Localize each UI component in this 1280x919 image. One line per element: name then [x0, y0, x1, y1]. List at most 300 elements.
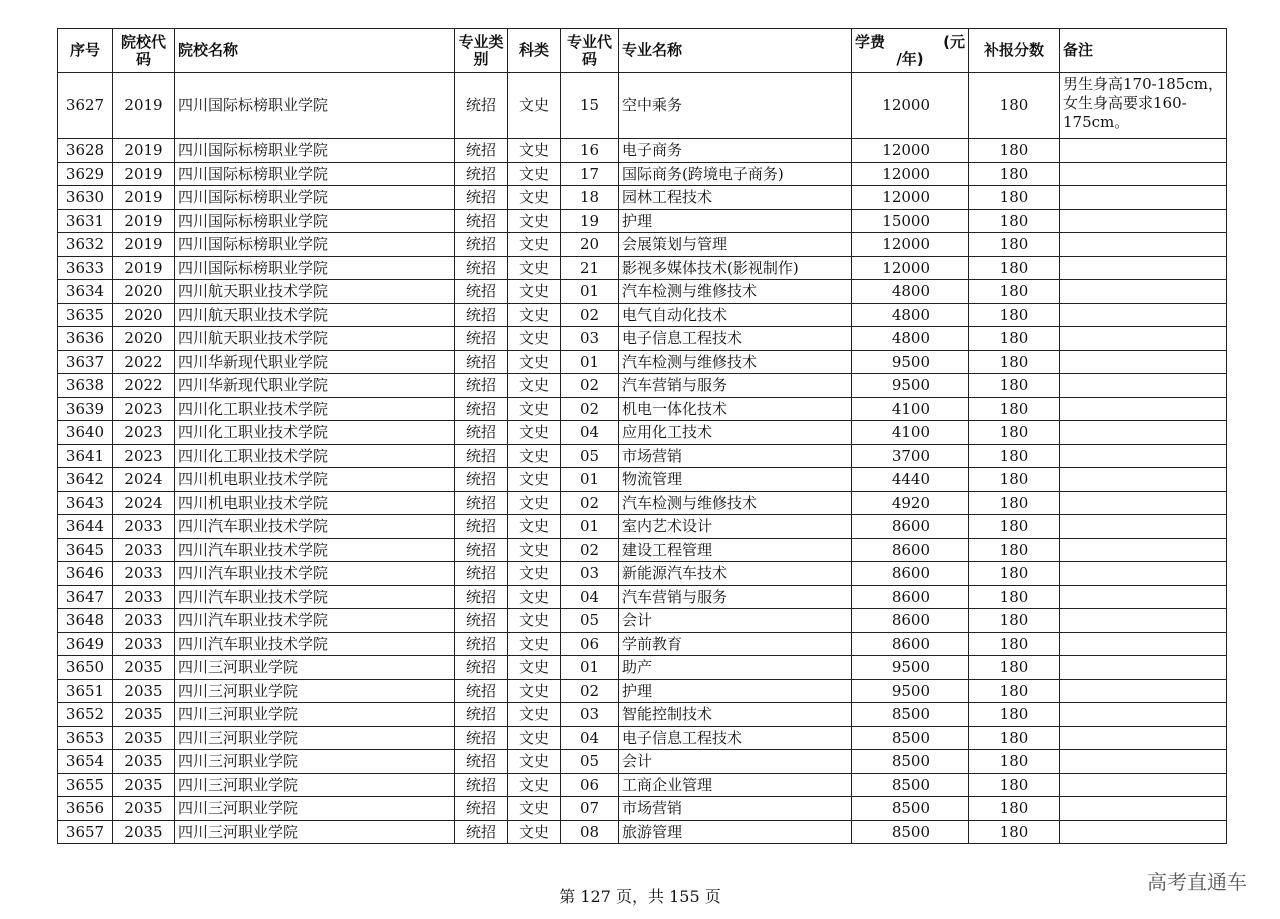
header-fee-c: /年)	[896, 49, 924, 68]
cell-school-name: 四川三河职业学院	[175, 797, 455, 821]
cell-fee: 4920	[852, 491, 969, 515]
cell-fee: 4800	[852, 303, 969, 327]
cell-major-name: 国际商务(跨境电子商务)	[619, 162, 852, 186]
cell-major-code: 01	[561, 280, 619, 304]
cell-subject: 文史	[508, 773, 561, 797]
cell-remark	[1060, 186, 1227, 210]
cell-major-code: 02	[561, 491, 619, 515]
cell-subject: 文史	[508, 609, 561, 633]
cell-score: 180	[969, 585, 1060, 609]
cell-seq: 3633	[58, 256, 113, 280]
cell-school-code: 2035	[113, 726, 175, 750]
cell-score: 180	[969, 750, 1060, 774]
table-row	[58, 350, 1227, 374]
cell-major-code: 03	[561, 562, 619, 586]
cell-score: 180	[969, 350, 1060, 374]
cell-fee: 4800	[852, 280, 969, 304]
cell-subject: 文史	[508, 397, 561, 421]
table-row	[58, 444, 1227, 468]
cell-seq: 3648	[58, 609, 113, 633]
header-fee	[852, 29, 969, 73]
table-row	[58, 162, 1227, 186]
cell-score: 180	[969, 562, 1060, 586]
cell-major-name: 市场营销	[619, 797, 852, 821]
table-row	[58, 186, 1227, 210]
cell-score: 180	[969, 397, 1060, 421]
cell-remark	[1060, 374, 1227, 398]
cell-school-code: 2022	[113, 374, 175, 398]
cell-major-name: 会计	[619, 609, 852, 633]
cell-school-code: 2033	[113, 538, 175, 562]
cell-major-type: 统招	[455, 656, 508, 680]
cell-school-name: 四川化工职业技术学院	[175, 421, 455, 445]
cell-remark	[1060, 256, 1227, 280]
cell-fee: 4100	[852, 397, 969, 421]
cell-remark	[1060, 750, 1227, 774]
cell-school-name: 四川华新现代职业学院	[175, 350, 455, 374]
cell-fee: 8600	[852, 538, 969, 562]
cell-major-type: 统招	[455, 73, 508, 139]
cell-major-name: 应用化工技术	[619, 421, 852, 445]
cell-school-code: 2019	[113, 73, 175, 139]
cell-major-code: 02	[561, 303, 619, 327]
cell-fee: 4100	[852, 421, 969, 445]
cell-school-code: 2035	[113, 656, 175, 680]
table-row	[58, 327, 1227, 351]
table-row	[58, 750, 1227, 774]
cell-major-name: 学前教育	[619, 632, 852, 656]
header-school-name: 院校名称	[175, 29, 455, 73]
table-row	[58, 397, 1227, 421]
cell-remark	[1060, 468, 1227, 492]
cell-major-code: 06	[561, 773, 619, 797]
cell-major-code: 03	[561, 327, 619, 351]
header-major-type: 专业类别	[455, 29, 508, 73]
cell-score: 180	[969, 703, 1060, 727]
cell-school-name: 四川汽车职业技术学院	[175, 585, 455, 609]
cell-school-name: 四川航天职业技术学院	[175, 327, 455, 351]
cell-fee: 4800	[852, 327, 969, 351]
cell-remark: 男生身高170-185cm，女生身高要求160-175cm。	[1060, 73, 1227, 139]
cell-score: 180	[969, 209, 1060, 233]
cell-seq: 3629	[58, 162, 113, 186]
cell-major-name: 汽车营销与服务	[619, 585, 852, 609]
cell-score: 180	[969, 73, 1060, 139]
cell-major-code: 04	[561, 585, 619, 609]
cell-major-code: 07	[561, 797, 619, 821]
cell-school-code: 2019	[113, 139, 175, 163]
cell-major-type: 统招	[455, 538, 508, 562]
table-row	[58, 374, 1227, 398]
cell-remark	[1060, 585, 1227, 609]
cell-remark	[1060, 350, 1227, 374]
cell-major-code: 01	[561, 515, 619, 539]
cell-school-name: 四川汽车职业技术学院	[175, 562, 455, 586]
table-row	[58, 233, 1227, 257]
cell-major-code: 15	[561, 73, 619, 139]
cell-major-code: 06	[561, 632, 619, 656]
cell-subject: 文史	[508, 515, 561, 539]
cell-school-name: 四川国际标榜职业学院	[175, 209, 455, 233]
cell-school-name: 四川国际标榜职业学院	[175, 256, 455, 280]
cell-major-code: 16	[561, 139, 619, 163]
cell-school-name: 四川汽车职业技术学院	[175, 609, 455, 633]
cell-major-name: 旅游管理	[619, 820, 852, 844]
cell-major-type: 统招	[455, 820, 508, 844]
cell-major-name: 汽车营销与服务	[619, 374, 852, 398]
cell-remark	[1060, 632, 1227, 656]
table-row	[58, 515, 1227, 539]
cell-major-code: 05	[561, 444, 619, 468]
cell-seq: 3651	[58, 679, 113, 703]
cell-score: 180	[969, 656, 1060, 680]
cell-major-code: 08	[561, 820, 619, 844]
admissions-table	[57, 28, 1227, 844]
cell-major-type: 统招	[455, 444, 508, 468]
cell-remark	[1060, 421, 1227, 445]
cell-school-code: 2020	[113, 327, 175, 351]
cell-major-name: 新能源汽车技术	[619, 562, 852, 586]
cell-remark	[1060, 820, 1227, 844]
table-body	[58, 73, 1227, 844]
cell-major-name: 市场营销	[619, 444, 852, 468]
cell-score: 180	[969, 327, 1060, 351]
table-row	[58, 726, 1227, 750]
cell-school-code: 2019	[113, 186, 175, 210]
cell-major-name: 助产	[619, 656, 852, 680]
cell-major-name: 园林工程技术	[619, 186, 852, 210]
cell-major-name: 空中乘务	[619, 73, 852, 139]
cell-seq: 3653	[58, 726, 113, 750]
table-row	[58, 209, 1227, 233]
cell-major-name: 汽车检测与维修技术	[619, 350, 852, 374]
cell-school-name: 四川国际标榜职业学院	[175, 162, 455, 186]
cell-seq: 3638	[58, 374, 113, 398]
cell-remark	[1060, 679, 1227, 703]
table-row	[58, 421, 1227, 445]
cell-major-type: 统招	[455, 280, 508, 304]
cell-remark	[1060, 280, 1227, 304]
cell-school-name: 四川国际标榜职业学院	[175, 73, 455, 139]
cell-major-type: 统招	[455, 750, 508, 774]
cell-subject: 文史	[508, 209, 561, 233]
cell-major-name: 机电一体化技术	[619, 397, 852, 421]
cell-fee: 4440	[852, 468, 969, 492]
cell-subject: 文史	[508, 632, 561, 656]
cell-score: 180	[969, 491, 1060, 515]
table-row	[58, 820, 1227, 844]
cell-major-name: 影视多媒体技术(影视制作)	[619, 256, 852, 280]
cell-fee: 9500	[852, 374, 969, 398]
cell-school-name: 四川机电职业技术学院	[175, 491, 455, 515]
cell-score: 180	[969, 679, 1060, 703]
cell-fee: 12000	[852, 162, 969, 186]
header-remark: 备注	[1060, 29, 1227, 73]
cell-seq: 3628	[58, 139, 113, 163]
cell-school-name: 四川汽车职业技术学院	[175, 515, 455, 539]
cell-score: 180	[969, 609, 1060, 633]
cell-fee: 12000	[852, 73, 969, 139]
cell-major-type: 统招	[455, 609, 508, 633]
cell-remark	[1060, 303, 1227, 327]
cell-school-code: 2019	[113, 162, 175, 186]
cell-score: 180	[969, 374, 1060, 398]
cell-major-code: 21	[561, 256, 619, 280]
cell-school-name: 四川汽车职业技术学院	[175, 632, 455, 656]
cell-fee: 12000	[852, 139, 969, 163]
cell-major-type: 统招	[455, 679, 508, 703]
cell-major-code: 02	[561, 397, 619, 421]
table-row	[58, 256, 1227, 280]
cell-remark	[1060, 444, 1227, 468]
cell-school-name: 四川国际标榜职业学院	[175, 139, 455, 163]
header-school-code: 院校代码	[113, 29, 175, 73]
cell-seq: 3630	[58, 186, 113, 210]
cell-major-code: 20	[561, 233, 619, 257]
cell-school-name: 四川三河职业学院	[175, 750, 455, 774]
cell-subject: 文史	[508, 139, 561, 163]
cell-major-code: 19	[561, 209, 619, 233]
cell-school-name: 四川华新现代职业学院	[175, 374, 455, 398]
cell-major-type: 统招	[455, 585, 508, 609]
cell-school-name: 四川三河职业学院	[175, 773, 455, 797]
cell-major-code: 04	[561, 421, 619, 445]
cell-seq: 3656	[58, 797, 113, 821]
cell-remark	[1060, 538, 1227, 562]
cell-major-name: 会计	[619, 750, 852, 774]
cell-school-name: 四川三河职业学院	[175, 656, 455, 680]
table-row	[58, 797, 1227, 821]
cell-school-name: 四川航天职业技术学院	[175, 280, 455, 304]
cell-subject: 文史	[508, 162, 561, 186]
cell-school-name: 四川国际标榜职业学院	[175, 186, 455, 210]
cell-score: 180	[969, 139, 1060, 163]
cell-fee: 8500	[852, 773, 969, 797]
cell-major-type: 统招	[455, 797, 508, 821]
table-row	[58, 609, 1227, 633]
cell-major-type: 统招	[455, 139, 508, 163]
cell-school-code: 2019	[113, 233, 175, 257]
cell-major-name: 电子信息工程技术	[619, 327, 852, 351]
cell-major-type: 统招	[455, 491, 508, 515]
cell-major-type: 统招	[455, 303, 508, 327]
cell-seq: 3634	[58, 280, 113, 304]
cell-major-type: 统招	[455, 773, 508, 797]
cell-major-code: 05	[561, 750, 619, 774]
cell-major-type: 统招	[455, 515, 508, 539]
cell-score: 180	[969, 773, 1060, 797]
cell-subject: 文史	[508, 233, 561, 257]
header-seq: 序号	[58, 29, 113, 73]
cell-major-code: 03	[561, 703, 619, 727]
cell-subject: 文史	[508, 538, 561, 562]
cell-seq: 3640	[58, 421, 113, 445]
cell-major-name: 护理	[619, 679, 852, 703]
cell-fee: 8500	[852, 726, 969, 750]
page-footer: 第 127 页，共 155 页	[559, 887, 721, 906]
cell-seq: 3632	[58, 233, 113, 257]
cell-school-code: 2035	[113, 820, 175, 844]
table-row	[58, 656, 1227, 680]
cell-major-type: 统招	[455, 327, 508, 351]
cell-seq: 3647	[58, 585, 113, 609]
cell-fee: 9500	[852, 350, 969, 374]
cell-school-code: 2033	[113, 585, 175, 609]
cell-school-name: 四川国际标榜职业学院	[175, 233, 455, 257]
table-row	[58, 280, 1227, 304]
cell-score: 180	[969, 186, 1060, 210]
table-row	[58, 679, 1227, 703]
cell-school-code: 2023	[113, 397, 175, 421]
cell-seq: 3652	[58, 703, 113, 727]
cell-major-code: 17	[561, 162, 619, 186]
cell-fee: 8500	[852, 797, 969, 821]
cell-school-code: 2035	[113, 773, 175, 797]
cell-fee: 15000	[852, 209, 969, 233]
cell-fee: 8600	[852, 609, 969, 633]
cell-seq: 3644	[58, 515, 113, 539]
cell-school-code: 2019	[113, 256, 175, 280]
cell-major-type: 统招	[455, 162, 508, 186]
cell-major-type: 统招	[455, 374, 508, 398]
cell-major-name: 汽车检测与维修技术	[619, 280, 852, 304]
cell-school-code: 2033	[113, 632, 175, 656]
cell-fee: 8500	[852, 750, 969, 774]
cell-subject: 文史	[508, 468, 561, 492]
cell-major-name: 智能控制技术	[619, 703, 852, 727]
table-row	[58, 491, 1227, 515]
cell-subject: 文史	[508, 444, 561, 468]
cell-subject: 文史	[508, 280, 561, 304]
header-major-code: 专业代码	[561, 29, 619, 73]
table-row	[58, 585, 1227, 609]
cell-major-name: 电子信息工程技术	[619, 726, 852, 750]
cell-fee: 3700	[852, 444, 969, 468]
cell-school-name: 四川机电职业技术学院	[175, 468, 455, 492]
cell-school-code: 2033	[113, 515, 175, 539]
cell-score: 180	[969, 515, 1060, 539]
cell-seq: 3649	[58, 632, 113, 656]
cell-subject: 文史	[508, 303, 561, 327]
cell-remark	[1060, 656, 1227, 680]
cell-major-name: 电气自动化技术	[619, 303, 852, 327]
cell-major-name: 会展策划与管理	[619, 233, 852, 257]
cell-major-type: 统招	[455, 256, 508, 280]
cell-major-type: 统招	[455, 703, 508, 727]
cell-subject: 文史	[508, 186, 561, 210]
cell-subject: 文史	[508, 374, 561, 398]
cell-major-name: 室内艺术设计	[619, 515, 852, 539]
cell-remark	[1060, 162, 1227, 186]
cell-remark	[1060, 139, 1227, 163]
header-fee-b: (元	[943, 32, 965, 51]
cell-major-type: 统招	[455, 632, 508, 656]
cell-major-type: 统招	[455, 468, 508, 492]
cell-major-type: 统招	[455, 186, 508, 210]
cell-score: 180	[969, 233, 1060, 257]
cell-score: 180	[969, 820, 1060, 844]
cell-fee: 8600	[852, 562, 969, 586]
header-score: 补报分数	[969, 29, 1060, 73]
cell-remark	[1060, 773, 1227, 797]
cell-major-code: 05	[561, 609, 619, 633]
table-row	[58, 773, 1227, 797]
cell-subject: 文史	[508, 679, 561, 703]
cell-score: 180	[969, 256, 1060, 280]
cell-seq: 3627	[58, 73, 113, 139]
header-major-name: 专业名称	[619, 29, 852, 73]
cell-remark	[1060, 726, 1227, 750]
cell-major-code: 02	[561, 679, 619, 703]
cell-major-name: 汽车检测与维修技术	[619, 491, 852, 515]
cell-major-name: 护理	[619, 209, 852, 233]
cell-major-type: 统招	[455, 726, 508, 750]
cell-school-code: 2019	[113, 209, 175, 233]
cell-subject: 文史	[508, 585, 561, 609]
cell-seq: 3646	[58, 562, 113, 586]
cell-major-name: 电子商务	[619, 139, 852, 163]
cell-score: 180	[969, 726, 1060, 750]
cell-subject: 文史	[508, 421, 561, 445]
cell-subject: 文史	[508, 256, 561, 280]
cell-major-code: 02	[561, 374, 619, 398]
cell-seq: 3643	[58, 491, 113, 515]
cell-seq: 3654	[58, 750, 113, 774]
cell-school-name: 四川三河职业学院	[175, 703, 455, 727]
cell-school-code: 2023	[113, 421, 175, 445]
cell-seq: 3637	[58, 350, 113, 374]
cell-subject: 文史	[508, 820, 561, 844]
header-fee-a: 学费	[855, 32, 886, 51]
cell-seq: 3631	[58, 209, 113, 233]
cell-score: 180	[969, 162, 1060, 186]
table-row	[58, 303, 1227, 327]
cell-fee: 12000	[852, 186, 969, 210]
table-row	[58, 73, 1227, 139]
cell-seq: 3655	[58, 773, 113, 797]
cell-school-code: 2024	[113, 468, 175, 492]
cell-fee: 12000	[852, 256, 969, 280]
cell-major-code: 02	[561, 538, 619, 562]
cell-score: 180	[969, 421, 1060, 445]
cell-remark	[1060, 609, 1227, 633]
cell-subject: 文史	[508, 327, 561, 351]
cell-score: 180	[969, 468, 1060, 492]
cell-remark	[1060, 491, 1227, 515]
cell-fee: 8500	[852, 820, 969, 844]
cell-school-name: 四川航天职业技术学院	[175, 303, 455, 327]
cell-school-code: 2023	[113, 444, 175, 468]
cell-school-name: 四川三河职业学院	[175, 726, 455, 750]
cell-seq: 3650	[58, 656, 113, 680]
cell-subject: 文史	[508, 797, 561, 821]
cell-subject: 文史	[508, 562, 561, 586]
cell-major-type: 统招	[455, 209, 508, 233]
cell-fee: 12000	[852, 233, 969, 257]
cell-seq: 3657	[58, 820, 113, 844]
cell-score: 180	[969, 797, 1060, 821]
cell-fee: 9500	[852, 679, 969, 703]
cell-school-code: 2035	[113, 797, 175, 821]
watermark: 高考直通车	[1147, 870, 1247, 894]
cell-school-code: 2020	[113, 280, 175, 304]
cell-school-code: 2020	[113, 303, 175, 327]
cell-seq: 3639	[58, 397, 113, 421]
cell-school-code: 2022	[113, 350, 175, 374]
cell-fee: 8600	[852, 632, 969, 656]
cell-remark	[1060, 797, 1227, 821]
cell-school-code: 2033	[113, 609, 175, 633]
